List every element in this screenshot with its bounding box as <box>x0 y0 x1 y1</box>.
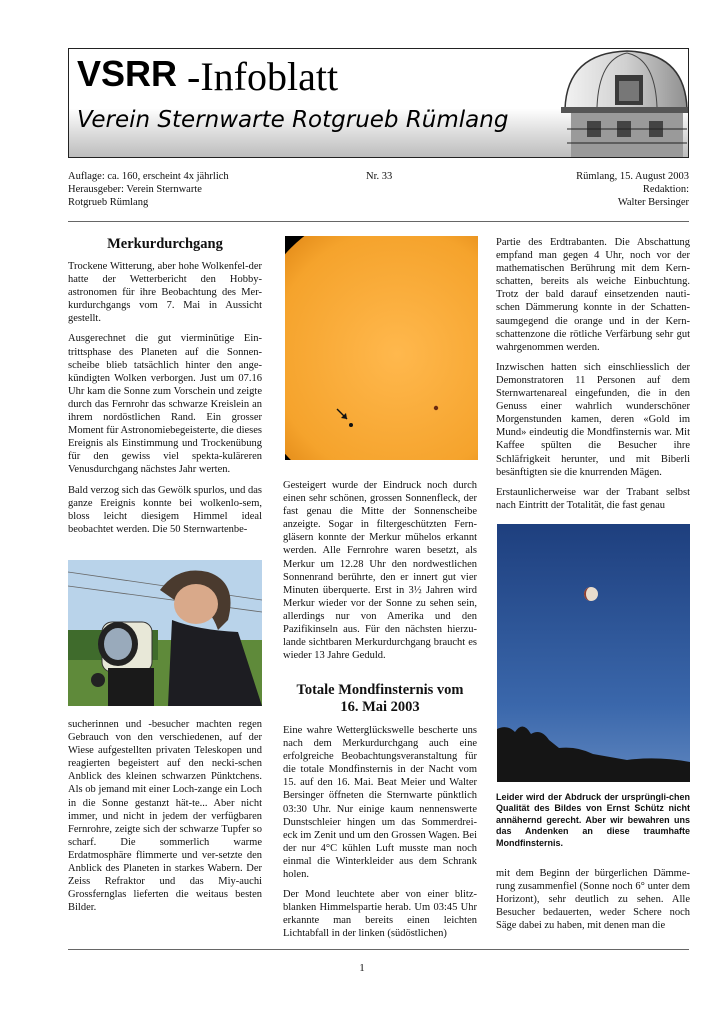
column-3-top <box>496 236 690 519</box>
paragraph: mit dem Beginn der bürgerlichen Dämme-rung zusammenfiel (Sonne noch 6° unter dem Horizont), sehr deutlich zu sehen. Alle Besucher bedauerten, weder Schere noch Säge dabei zu haben, mit denen man die <box>496 868 690 932</box>
column-2-top <box>283 479 477 669</box>
header-rule <box>68 221 689 222</box>
paragraph: Partie des Erdtrabanten. Die Abschattung empfand man gegen 4 Uhr, noch vor der mathematischen Berührung mit dem Kern-schatten, bereits als weiche Einbuchtung. Trotz der bald darauf einsetzenden nauti-schen Dämmerung konnte in der Schatten-saumgegend die orange und in der Kern-schattenzone die rötliche Verfärbung sehr gut wahrgenommen werden. <box>496 237 690 353</box>
mercury-transit-sun-photo <box>285 236 478 460</box>
publisher-text: Herausgeber: Verein Sternwarte <box>68 184 202 195</box>
logo-title: -Infoblatt <box>187 54 339 99</box>
paragraph: Bald verzog sich das Gewölk spurlos, und das ganze Ereignis konnte bei wolkenlo-sem, bloss leicht diesigem Himmel ideal beobachtet werden. Die 50 Sternwartenbe- <box>68 484 262 535</box>
banner-subtitle: Verein Sternwarte Rotgrueb Rümlang <box>77 107 509 133</box>
editor-label: Redaktion: <box>642 184 689 195</box>
print-run-text: Auflage: ca. 160, erscheint 4x jährlich <box>68 171 229 182</box>
lunar-eclipse-photo <box>497 524 690 782</box>
article-title-merkur: Merkurdurchgang <box>107 236 223 252</box>
page-number: 1 <box>359 962 365 974</box>
date-text: Rümlang, 15. August 2003 <box>576 171 689 182</box>
column-2-bottom <box>283 682 477 948</box>
paragraph: Inzwischen hatten sich einschliesslich der Demonstratoren 11 Personen auf dem Sternwartenareal eingefunden, die in den Genuss einer wahrlich wunderschöner Morgenstunden kamen, deren «Gold im Mund» eindeutig die Mondfinsternis war. Mit Kaffee spülten die Besucher ihre Schläfrigkeit herunter, und mit Biberli besänftigten sie die knurrenden Mägen. <box>496 361 690 478</box>
column-1-bottom <box>68 718 262 921</box>
header-banner <box>68 48 689 158</box>
paragraph: Der Mond leuchtete aber von einer blitz-blanken Himmelspartie herab. Um 03:45 Uhr erkannte man bereits einen leichten Lichtabfall in der linken (südöstlichen) <box>283 889 477 940</box>
publication-info <box>68 170 298 209</box>
column-1-top <box>68 236 262 543</box>
title-line-2: 16. Mai 2003 <box>340 699 420 715</box>
column-3-bottom <box>496 867 690 939</box>
editor-name: Walter Bersinger <box>617 197 689 208</box>
paragraph: sucherinnen und -besucher machten regen Gebrauch von den verschiedenen, auf der Wiese aufgestellten privaten Teleskopen und reagierten begeistert auf den necki-schen Anblick des kleinen schwarzen Pünktchens. Als ob jemand mit einer Loch-zange ein Loch in die Sonne gestanzt hät-te... Aber nicht immer, und nicht in jedem der verfügbaren Fernrohre, zeigte sich der schwarze Tupfer so scharf. Die sommerlich warme Erdatmosphäre flimmerte und ver-setzte den Anblick des Planeten in starkes Wabern. Der Zeiss Refraktor und das Miy-auchi Grossfernglas lieferten die weitaus besten Bilder. <box>68 719 262 914</box>
photo-caption: Leider wird der Abdruck der ursprüngli-chen Qualität des Bildes von Ernst Schütz nicht annähernd gerecht. Aber wir bewahren uns das Andenken an diese traumhafte Mondfinsternis. <box>496 792 690 848</box>
paragraph: Erstaunlicherweise war der Trabant selbst nach Eintritt der Totalität, die fast genau <box>496 486 690 511</box>
publisher-place-text: Rotgrueb Rümlang <box>68 197 149 208</box>
paragraph: Gesteigert wurde der Eindruck noch durch einen sehr schönen, grossen Sonnenfleck, der fast genau die Mitte der Sonnenscheibe anzeigte. Sogar in filtergeschützten Fern-gläsern konnte der Merkur mühelos erkannt werden. Alle Fernrohre waren besetzt, als Merkur um 12.28 Uhr den nordwestlichen Sonnenrand berührte, den er innert gut vier Minuten überquerte. Erst in 3½ Jahren wird Merkur wieder vor der Sonne zu sehen sein, allerdings nur von Amerika und den Pazifikinseln aus. Für den nächsten hierzu-lande sichtbaren Merkurdurchgang braucht es wieder 13 Jahre Geduld. <box>283 480 477 662</box>
title-line-1: Totale Mondfinsternis vom <box>296 682 464 698</box>
date-editor-info <box>520 170 689 209</box>
paragraph: Eine wahre Wetterglückswelle bescherte uns nach dem Merkurdurchgang auch eine erfolgreiche Beobachtungsveranstaltung für die totale Mondfinsternis in der Nacht vom 15. auf den 16. Mai. Beat Meier und Walter Bersinger öffneten die Sternwarte pünktlich 03:30 Uhr. Nur einige kaum nennenswerte Dunstschleier hingen um das Sommerdrei-eck im Zenit und um den Grossen Wagen. Bei der nur 4°C kühlen Luft musste man noch einmal die Winterkleider aus dem Schrank holen. <box>283 725 477 881</box>
footer-rule <box>68 949 689 950</box>
observatory-dome-image <box>557 49 689 158</box>
paragraph: Ausgerechnet die gut vierminütige Ein-trittsphase des Planeten auf die Sonnen-scheibe blieb tatsächlich hinter den ange-kündigten Wolken verborgen. Just um 07.16 Uhr kam die Sonne zum Vorschein und zeigte durch das Fernrohr das schwarze Kreislein an ihrem nordöstlichen Rand. Ein grosser Moment für Astronomiebegeisterte, die dieses Ereignis als Einstimmung und Trockenübung für den gewiss viel spekta-kuläreren Venusdurchgang nächstes Jahr werten. <box>68 333 262 476</box>
telescope-observer-photo <box>68 560 262 706</box>
paragraph: Trockene Witterung, aber hohe Wolkenfel-der hatte der Wetterbericht den Hobby-astronomen für ihre Beobachtung des Mer-kurdurchgangs vom 7. Mai in Aussicht gestellt. <box>68 261 262 325</box>
issue-number: Nr. 33 <box>366 171 393 182</box>
logo-brand: VSRR <box>77 53 178 94</box>
article-title-mondfinsternis <box>283 682 477 716</box>
